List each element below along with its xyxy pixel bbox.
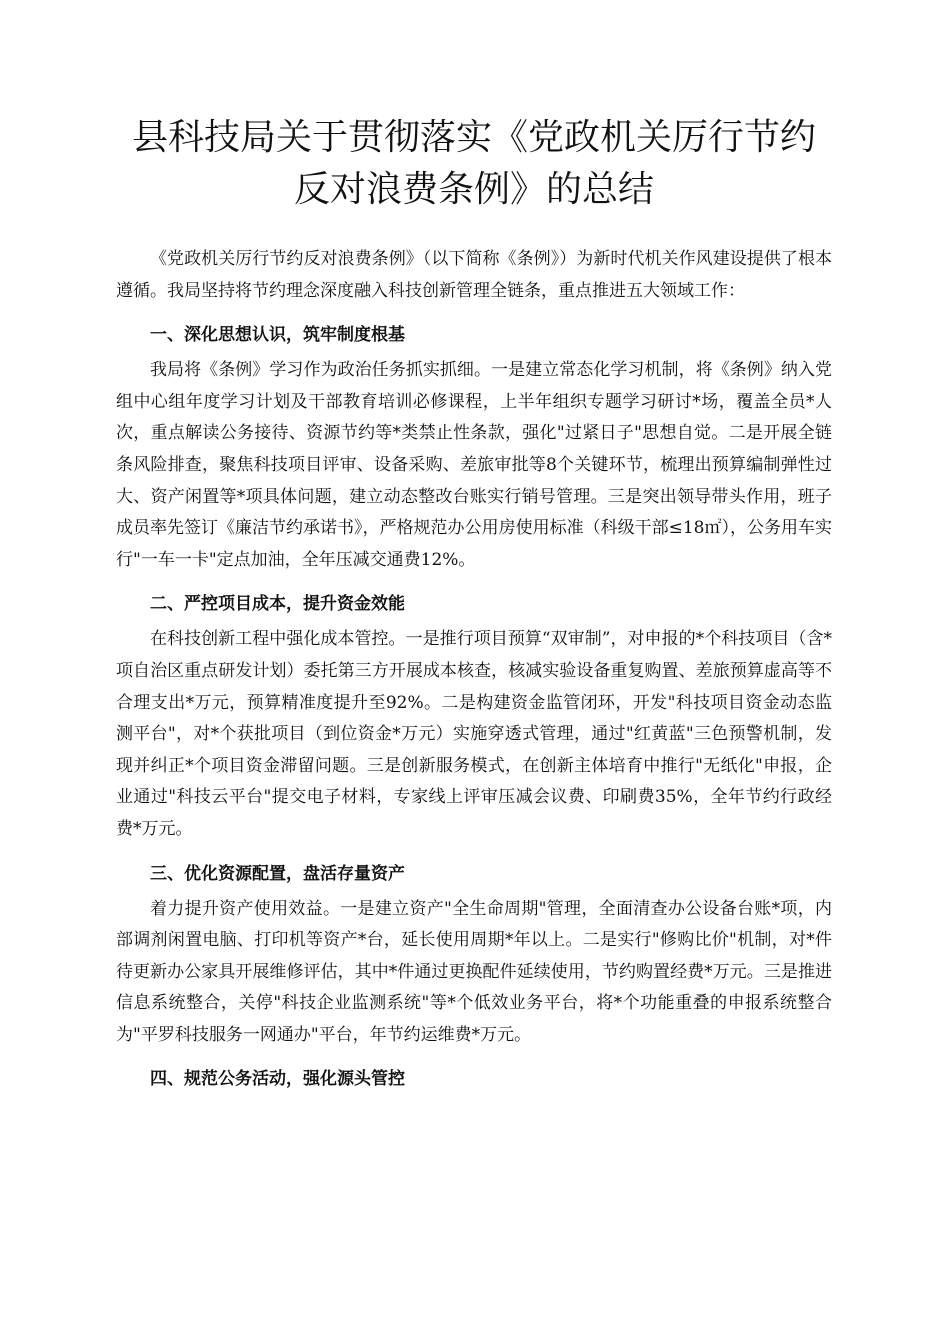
section-heading-2: 二、严控项目成本，提升资金效能	[150, 594, 405, 615]
section-body-1: 我局将《条例》学习作为政治任务抓实抓细。一是建立常态化学习机制，将《条例》纳入党组中心组年度学习计划及干部教育培训必修课程，上半年组织专题学习研讨*场，覆盖全员*人次，重点解读公务接待、资源节约等*类禁止性条款，强化"过紧日子"思想自觉。二是开展全链条风险排查，聚焦科技项目评审、设备采购、差旅审批等8个关键环节，梳理出预算编制弹性过大、资产闲置等*项具体问题，建立动态整改台账实行销号管理。三是突出领导带头作用，班子成员率先签订《廉洁节约承诺书》，严格规范办公用房使用标准（科级干部≤18㎡），公务用车实行"一车一卡"定点加油，全年压减交通费12%。	[116, 360, 832, 570]
section-heading-3: 三、优化资源配置，盘活存量资产	[150, 863, 405, 884]
document-title: 县科技局关于贯彻落实《党政机关厉行节约反对浪费条例》的总结	[131, 117, 816, 210]
document-body	[116, 244, 832, 1093]
intro-paragraph: 《党政机关厉行节约反对浪费条例》（以下简称《条例》）为新时代机关作风建设提供了根本遵循。我局坚持将节约理念深度融入科技创新管理全链条，重点推进五大领域工作：	[116, 249, 832, 301]
section-heading-1: 一、深化思想认识，筑牢制度根基	[150, 325, 405, 346]
section-body-3: 着力提升资产使用效益。一是建立资产"全生命周期"管理，全面清查办公设备台账*项，内部调剂闲置电脑、打印机等资产*台，延长使用周期*年以上。二是实行"修购比价"机制，对*件待更新办公家具开展维修评估，其中*件通过更换配件延续使用，节约购置经费*万元。三是推进信息系统整合，关停"科技企业监测系统"等*个低效业务平台，将*个功能重叠的申报系统整合为"平罗科技服务一网通办"平台，年节约运维费*万元。	[116, 898, 832, 1045]
section-body-2: 在科技创新工程中强化成本管控。一是推行项目预算“双审制”，对申报的*个科技项目（含*项自治区重点研发计划）委托第三方开展成本核查，核减实验设备重复购置、差旅预算虚高等不合理支出*万元，预算精准度提升至92%。二是构建资金监管闭环，开发"科技项目资金动态监测平台"，对*个获批项目（到位资金*万元）实施穿透式管理，通过"红黄蓝"三色预警机制，发现并纠正*个项目资金滞留问题。三是创新服务模式，在创新主体培育中推行"无纸化"申报，企业通过"科技云平台"提交电子材料，专家线上评审压减会议费、印刷费35%，全年节约行政经费*万元。	[116, 629, 832, 839]
section-heading-4: 四、规范公务活动，强化源头管控	[150, 1069, 405, 1090]
